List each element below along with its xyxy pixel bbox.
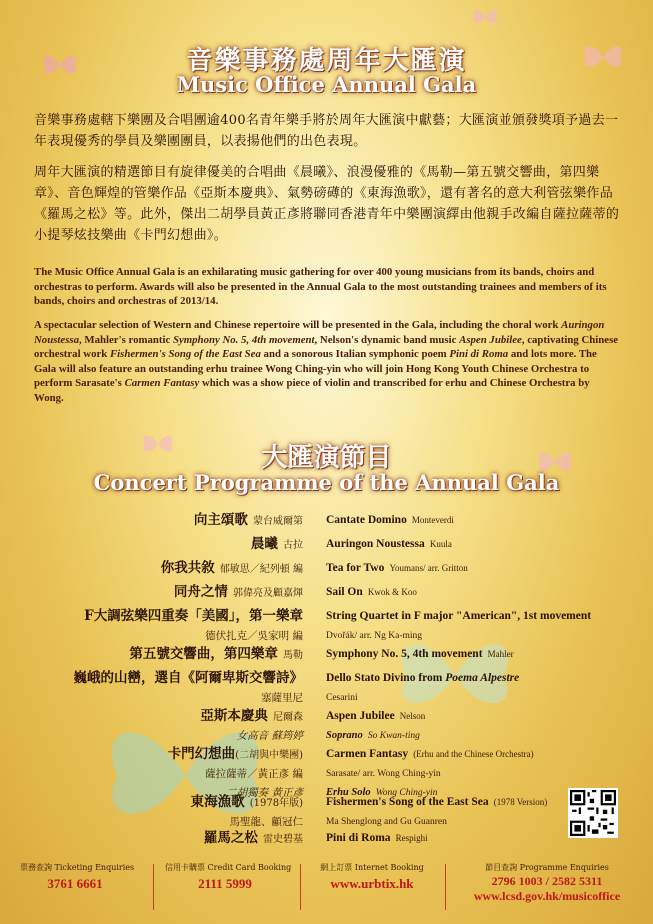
lcsd-link[interactable]: www.lcsd.gov.hk/musicoffice	[473, 889, 621, 903]
page-title-zh: 音樂事務處周年大匯演	[186, 46, 467, 76]
credit-card-phone[interactable]: 2111 5999	[198, 876, 252, 891]
intro-zh-paragraph-2: 周年大匯演的精選節目有旋律優美的合唱曲《晨曦》、浪漫優雅的《馬勒—第五號交響曲，第四樂章》、音色輝煌的管樂作品《亞斯本慶典》、氣勢磅礡的《東海漁歌》，還有著名的意大利管弦樂作品《羅馬之松》等。此外，傑出二胡學員黃正彥將聯同香港青年中樂團演繹由他親手改編自薩拉薩蒂的小提琴炫技樂曲《卡門幻想曲》。	[34, 165, 620, 243]
qr-code[interactable]	[568, 788, 618, 838]
page-title-en: Music Office Annual Gala	[176, 72, 477, 97]
butterfly-icon	[470, 6, 500, 28]
footer-contact-bar	[0, 858, 653, 924]
programme-phone[interactable]: 2796 1003 / 2582 5311	[491, 874, 603, 888]
ticketing-enquiries: 票務查詢 Ticketing Enquiries 3761 6661	[20, 863, 135, 891]
programme-title-en: Concert Programme of the Annual Gala	[93, 470, 560, 495]
programme-title-zh: 大匯演節目	[261, 443, 392, 473]
intro-en-paragraph-1: The Music Office Annual Gala is an exhilarating music gathering for over 400 young musicians from its bands, choirs and orchestras to perform. Awards will also be presented in the Annual Gala to the most outstanding trainees and members of its bands, choirs and orchestras of 2013/14.	[34, 266, 607, 307]
intro-en-paragraph-2: A spectacular selection of Western and Chinese repertoire will be presented in the Gala, including the choral work Auringon Noustessa, Mahler's romantic Symphony No. 5, 4th movement, Nelson's dynamic band music Aspen Jubilee, captivating Chinese orchestral work Fishermen's Song of the East Sea and a sonorous Italian symphonic poem Pini di Roma and lots more. The Gala will also feature an outstanding erhu trainee Wong Ching-yin who will join Hong Kong Youth Chinese Orchestra to perform Sarasate's Carmen Fantasy which was a show piece of violin and transcribed for erhu and Chinese Orchestra by Wong.	[34, 319, 619, 404]
urbtix-link[interactable]: www.urbtix.hk	[330, 876, 414, 891]
ticketing-phone[interactable]: 3761 6661	[47, 876, 103, 891]
programme-enquiries: 節目查詢 Programme Enquiries 2796 1003 / 2582 5311 www.lcsd.gov.hk/musicoffice	[452, 862, 642, 904]
divider	[445, 864, 446, 910]
internet-booking: 網上訂票 Internet Booking www.urbtix.hk	[312, 862, 432, 892]
divider	[300, 864, 301, 910]
intro-zh-paragraph-1: 音樂事務處轄下樂團及合唱團逾400名青年樂手將於周年大匯演中獻藝；大匯演並頒發獎項予過去一年表現優秀的學員及樂團團員，以表揚他們的出色表現。	[34, 113, 619, 149]
credit-card-booking: 信用卡購票 Credit Card Booking 2111 5999	[165, 863, 292, 891]
divider	[153, 864, 154, 910]
